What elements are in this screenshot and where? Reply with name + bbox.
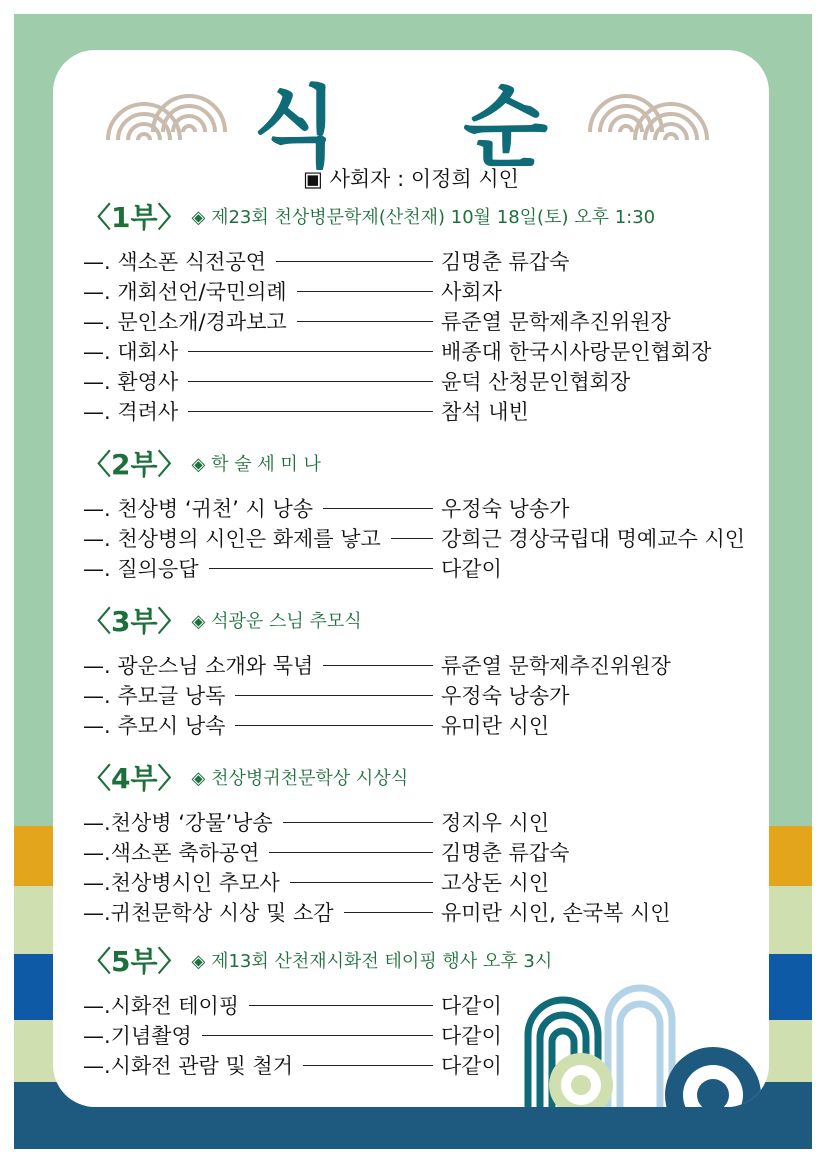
program-row: [83, 710, 763, 740]
program-row: [83, 680, 763, 710]
leader-line: [323, 665, 433, 666]
program-item-person: 우정숙 낭송가: [441, 497, 570, 521]
section-number: 〈2부〉: [83, 448, 186, 481]
leader-line: [391, 538, 433, 539]
program-item-person: 김명춘 류갑숙: [441, 841, 570, 865]
section-header: [83, 757, 408, 797]
leader-line: [323, 508, 433, 509]
program-item-task: —.시화전 관람 및 철거: [83, 1054, 293, 1078]
section-subtitle: ◈ 석광운 스님 추모식: [191, 611, 362, 632]
program-row: [83, 650, 763, 680]
program-item-task: —.천상병시인 추모사: [83, 871, 280, 895]
program-item-person: 유미란 시인, 손국복 시인: [441, 901, 671, 925]
section-number: 〈4부〉: [83, 762, 186, 795]
program-item-task: —. 질의응답: [83, 557, 199, 581]
program-item-person: 유미란 시인: [441, 714, 550, 738]
arch-ornament: [523, 980, 769, 1107]
section-number: 〈3부〉: [83, 605, 186, 638]
title-left-char: 식: [253, 76, 339, 179]
program-item-person: 윤덕 산청문인협회장: [441, 370, 631, 394]
program-item-task: —. 천상병의 시인은 화제를 낳고: [83, 527, 381, 551]
program-item-task: —. 대회사: [83, 340, 179, 364]
program-row: [83, 867, 763, 897]
leader-line: [249, 1005, 433, 1006]
section-subtitle: ◈ 제23회 천상병문학제(산천재) 10월 18일(토) 오후 1:30: [191, 207, 656, 228]
program-row: [83, 837, 763, 867]
program-item-task: —. 개회선언/국민의례: [83, 280, 287, 304]
section-subtitle: ◈ 천상병귀천문학상 시상식: [191, 768, 409, 789]
program-row: [83, 897, 763, 927]
program-item-person: 사회자: [441, 280, 502, 304]
program-item-person: 김명춘 류갑숙: [441, 250, 570, 274]
section-header: [83, 443, 321, 483]
program-item-task: —. 광운스님 소개와 묵념: [83, 654, 314, 678]
program-item-person: 다같이: [441, 557, 502, 581]
leader-line: [283, 822, 433, 823]
leader-line: [188, 381, 433, 382]
program-item-task: —. 천상병 ‘귀천’ 시 낭송: [83, 497, 314, 521]
program-card: [53, 50, 769, 1107]
program-row: [83, 366, 763, 396]
program-item-task: —. 추모글 낭독: [83, 684, 226, 708]
leader-line: [303, 1065, 433, 1066]
program-item-task: —. 색소폰 식전공연: [83, 250, 267, 274]
program-item-person: 다같이: [441, 1024, 502, 1048]
leader-line: [344, 912, 433, 913]
section-subtitle: ◈ 제13회 산천재시화전 테이핑 행사 오후 3시: [191, 951, 553, 972]
program-item-task: —. 격려사: [83, 400, 179, 424]
program-row: [83, 306, 763, 336]
leader-line: [297, 291, 433, 292]
program-row: [83, 523, 763, 553]
leader-line: [209, 568, 433, 569]
program-item-task: —. 문인소개/경과보고: [83, 310, 287, 334]
program-row: [83, 396, 763, 426]
program-row: [83, 336, 763, 366]
leader-line: [188, 351, 433, 352]
program-item-task: —.기념촬영: [83, 1024, 192, 1048]
program-item-person: 정지우 시인: [441, 811, 550, 835]
section-number: 〈1부〉: [83, 201, 186, 234]
program-row: [83, 246, 763, 276]
leader-line: [235, 725, 433, 726]
leader-line: [269, 852, 433, 853]
section-header: [83, 196, 655, 236]
section-subtitle: ◈ 학 술 세 미 나: [191, 454, 321, 475]
program-row: [83, 493, 763, 523]
program-item-person: 류준열 문학제추진위원장: [441, 310, 671, 334]
program-item-person: 다같이: [441, 994, 502, 1018]
program-item-person: 우정숙 낭송가: [441, 684, 570, 708]
leader-line: [297, 321, 433, 322]
mc-line: ▣ 사회자 : 이정희 시인: [303, 167, 519, 191]
program-item-person: 류준열 문학제추진위원장: [441, 654, 671, 678]
leader-line: [188, 411, 433, 412]
program-item-person: 고상돈 시인: [441, 871, 550, 895]
program-item-task: —. 추모시 낭속: [83, 714, 226, 738]
program-item-task: —.천상병 ‘강물’낭송: [83, 811, 273, 835]
left-cloud-ornament: [103, 72, 233, 142]
program-item-person: 참석 내빈: [441, 400, 529, 424]
section-number: 〈5부〉: [83, 945, 186, 978]
program-item-task: —.귀천문학상 시상 및 소감: [83, 901, 334, 925]
program-item-person: 다같이: [441, 1054, 502, 1078]
program-row: [83, 276, 763, 306]
program-row: [83, 553, 763, 583]
leader-line: [235, 695, 433, 696]
leader-line: [276, 261, 433, 262]
section-header: [83, 940, 552, 980]
right-cloud-ornament: [585, 72, 715, 142]
program-row: [83, 807, 763, 837]
program-item-person: 배종대 한국시사랑문인협회장: [441, 340, 712, 364]
leader-line: [202, 1035, 433, 1036]
program-item-person: 강희근 경상국립대 명예교수 시인: [441, 527, 746, 551]
section-header: [83, 600, 362, 640]
program-item-task: —.색소폰 축하공연: [83, 841, 260, 865]
program-item-task: —.시화전 테이핑: [83, 994, 240, 1018]
title-right-char: 순: [463, 76, 549, 179]
program-item-task: —. 환영사: [83, 370, 179, 394]
leader-line: [290, 882, 433, 883]
